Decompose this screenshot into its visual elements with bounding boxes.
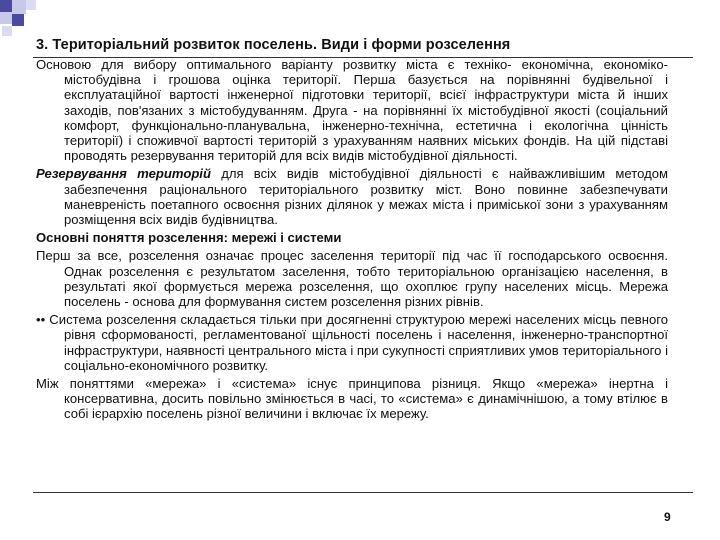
paragraph-reservation-text: для всіх видів містобудівної діяльності є найважливішим методом забезпечення раціонального територіального розвитку міст. Воно повинне забезпечувати маневреність поетапного освоєння різних ділянок у межах міста і приміської зони з урахуванням розміщення всіх видів будівництва.: [64, 166, 668, 228]
paragraph-reservation: [36, 166, 668, 227]
deco-square-light: [12, 0, 26, 14]
paragraph-settlement: Перш за все, розселення означає процес заселення території під час її господарського освоєння. Однак розселення є результатом заселення, тобто територіальною організацією населення, в результаті якої формується мережа розселення, що охоплює групу населених місць. Мережа поселень - основа для формування систем розселення різних рівнів.: [36, 248, 668, 310]
footer-divider: [33, 492, 693, 493]
deco-square-dark: [0, 0, 12, 12]
deco-square-light: [2, 26, 12, 36]
page-number: 9: [664, 510, 671, 524]
paragraph-system: •• Система розселення складається тільки при досягненні структурою мережі населених місць певного рівня сформованості, регламентованої щільності поселень і населення, інженерно-транспортної інфраструктури, наявності центрального міста і при сукупності сприятливих умов територіального і соціально-економічного розвитку.: [36, 312, 668, 373]
slide-body: [36, 57, 668, 425]
deco-square-light: [0, 12, 12, 24]
paragraph-difference: Між поняттями «мережа» і «система» існує принципова різниця. Якщо «мережа» інертна і консервативна, досить повільно змінюється в часі, то «система» є динамічнішою, а тому втілює в собі ієрархію поселень різної величини і включає їх мережу.: [36, 376, 668, 422]
deco-square-dark: [12, 14, 24, 26]
slide-title: 3. Територіальний розвиток поселень. Види і форми розселення: [36, 37, 511, 53]
deco-square-light: [26, 0, 36, 10]
section-heading: Основні поняття розселення: мережі і системи: [36, 230, 342, 246]
paragraph-evaluation: Основою для вибору оптимального варіанту розвитку міста є техніко- економічна, економіко-містобудівна і грошова оцінка території. Перша базується на порівнянні будівельної і експлуатаційної вартості інженерної підготовки території, всієї інфраструктури міста й інших заходів, пов'язаних з містобудуванням. Друга - на порівнянні їх містобудівної якості (соціальний комфорт, функціонально-планувальна, інженерно-технічна, естетична і екологічна цінність території) і споживчої вартості територій з урахуванням наявних міських фондів. На цій підставі проводять резервування територій для всіх видів містобудівної діяльності.: [36, 57, 668, 164]
emphasis-term: Резервування територій: [36, 166, 211, 182]
